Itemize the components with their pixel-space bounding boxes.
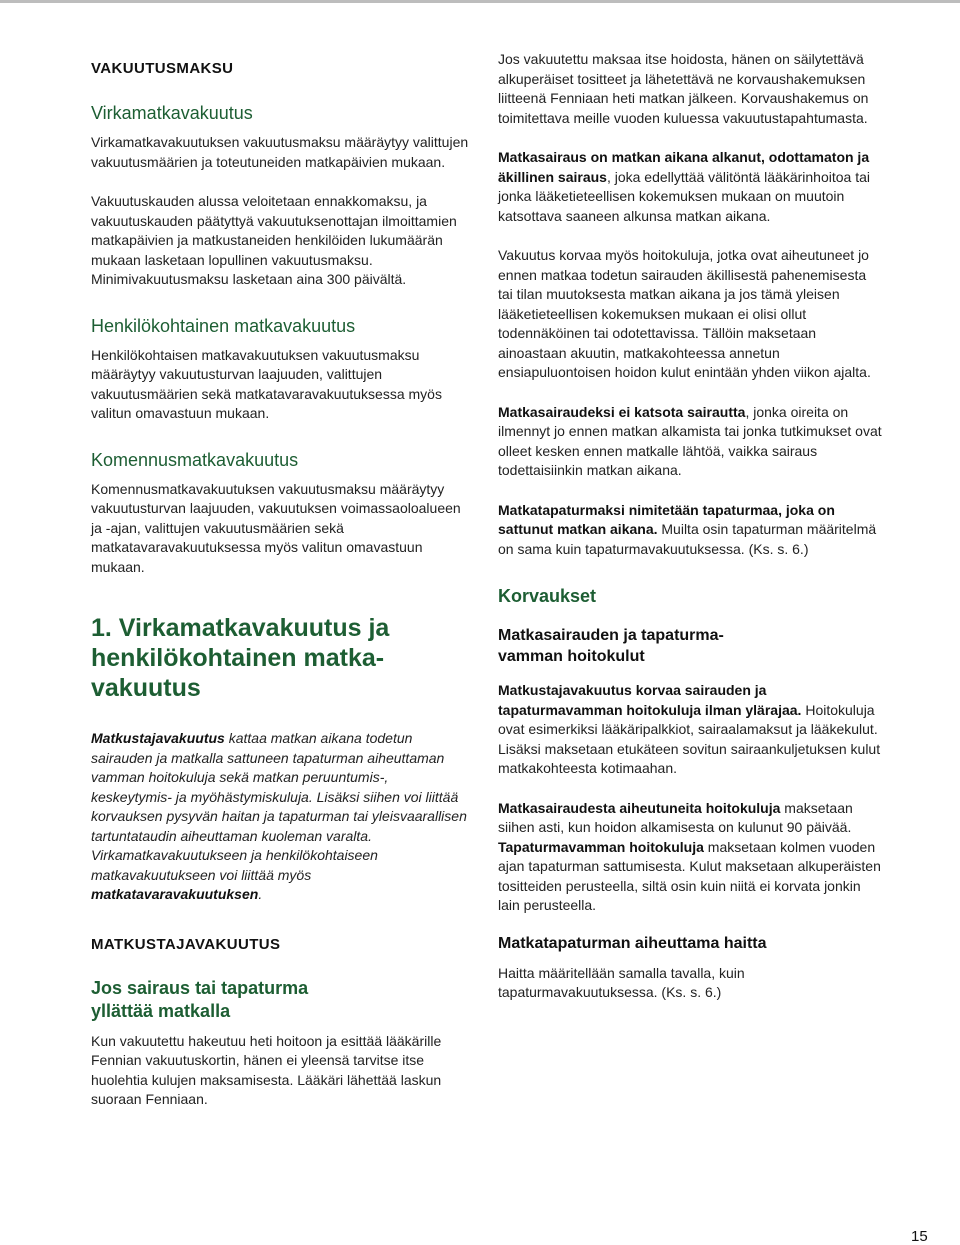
section-label-matkustajavakuutus: MATKUSTAJAVAKUUTUS [91, 935, 281, 953]
page-number: 15 [911, 1228, 928, 1245]
paragraph-ei-matkasairaus: Matkasairaudeksi ei katsota sairautta, jonka oireita on ilmennyt jo ennen matkan alkamista tai jonka tutkimukset ovat olleet kesken ennen matkalle lähtöä, vaikka sairaus todettaisiinkin matkan aikana. [498, 403, 882, 478]
right-column [498, 50, 883, 1003]
chapter-heading-line-2: henkilökohtainen matka- [91, 644, 385, 672]
top-rule [0, 0, 960, 3]
paragraph-maksaa-itse: Jos vakuutettu maksaa itse hoidosta, hänen on säilytettävä alkuperäiset tositteet ja lähetettävä ne korvaushakemuksen liitteenä Fenniaan heti matkan jälkeen. Korvaushakemus on toimitettava meille vuoden kuluessa vakuutustapahtumasta. [498, 51, 869, 126]
paragraph-henkilokohtainen-maksu: Henkilökohtaisen matkavakuutuksen vakuutusmaksu määräytyy vakuutusturvan laajuuden, valittujen vakuutusmäärien sekä matkatavaravakuutuksessa myös valitun omavastuun mukaan. [91, 346, 442, 421]
heading-jos-sairaus [91, 977, 471, 1023]
heading-korvaukset: Korvaukset [498, 586, 597, 606]
term-ei-matkasairaus: Matkasairaudeksi ei katsota sairautta [498, 403, 746, 420]
chapter-heading-line-3: vakuutus [91, 674, 201, 702]
paragraph-hoitokulut-paheneminen: Vakuutus korvaa myös hoitokuluja, jotka ovat aiheutuneet jo ennen matkaa todetun sairauden äkillisestä pahenemisesta tai tilan muutoksesta matkan aikana ja jos tämä yleisen lääketieteellisen kokemuksen mukaan ei olisi ollut todennäköinen tai odotettavissa. Tällöin maksetaan ainoastaan akuutin, matkakohteessa annetun ensiapuluontoisen hoidon kulut enintään yhden viikon ajalta. [498, 247, 871, 380]
left-column [91, 50, 471, 1110]
paragraph-komennus-maksu: Komennusmatkavakuutuksen vakuutusmaksu määräytyy vakuutusturvan laajuuden, vakuutuksen voimassaoloalueen ja -ajan, valittujen vakuutusmäärien sekä matkatavaravakuutuksessa myös valitun omavastuun mukaan. [91, 480, 461, 575]
section-label-vakuutusmaksu: VAKUUTUSMAKSU [91, 60, 234, 77]
heading-virkamatkavakuutus: Virkamatkavakuutus [91, 103, 253, 123]
paragraph-ennakkomaksu: Vakuutuskauden alussa veloitetaan ennakkomaksu, ja vakuutuskauden päätyttyä vakuutuksenottajan ilmoittamien matkapäivien ja matkustaneiden henkilöiden lukumäärän mukaan lasketaan lopullinen vakuutusmaksu. Minimivakuutusmaksu lasketaan aina 300 päivältä. [91, 193, 457, 287]
subheading-hoitokulut-line-2: vamman hoitokulut [498, 648, 645, 665]
term-matkatapaturma: Matkatapaturmaksi nimitetään tapaturmaa, joka on sattunut matkan aikana. [498, 501, 835, 537]
paragraph-korvaa-hoitokuluja: Matkustajavakuutus korvaa sairauden ja tapaturmavamman hoitokuluja ilman ylärajaa. Hoitokuluja ovat esimerkiksi lääkäripalkkiot, sairaalamaksut ja lääkekulut. Lisäksi maksetaan etukäteen sovitun sairaankuljetuksen kulut matkakohteesta kotimaahan. [498, 682, 881, 776]
paragraph-matkustajavakuutus-intro: Matkustajavakuutus kattaa matkan aikana todetun sairauden ja matkalla sattuneen tapaturman aiheuttaman vamman hoitokuluja sekä matkan peruuntumis-, keskeytymis- ja myöhästymiskuluja. Lisäksi siihen voi liittää korvauksen pysyvän haitan ja tapaturman tai yleisvaarallisen tartuntataudin aiheuttaman kuoleman varalta. Virkamatkavakuutukseen ja henkilökohtaiseen matkavakuutukseen voi liittää myös matkatavaravakuutuksen. [91, 730, 467, 902]
subheading-hoitokulut [498, 625, 883, 667]
term-ilman-ylarajaa: Matkustajavakuutus korvaa sairauden ja tapaturmavamman hoitokuluja ilman ylärajaa. [498, 682, 802, 718]
chapter-heading-line-1: 1. Virkamatkavakuutus ja [91, 614, 390, 642]
chapter-heading [91, 613, 471, 703]
heading-komennusmatkavakuutus: Komennusmatkavakuutus [91, 449, 299, 470]
term-tapaturmavamman-hoitokulut: Tapaturmavamman hoitokuluja [498, 838, 704, 855]
paragraph-matkatapaturma: Matkatapaturmaksi nimitetään tapaturmaa, joka on sattunut matkan aikana. Muilta osin tapaturman määritelmä on sama kuin tapaturmavakuutuksessa. (Ks. s. 6.) [498, 501, 877, 557]
subheading-haitta: Matkatapaturman aiheuttama haitta [498, 934, 767, 952]
term-matkustajavakuutus: Matkustajavakuutus [91, 730, 225, 746]
paragraph-haitta: Haitta määritellään samalla tavalla, kuin tapaturmavakuutuksessa. (Ks. s. 6.) [498, 964, 745, 1000]
heading-jos-sairaus-line-1: Jos sairaus tai tapaturma [91, 977, 309, 998]
paragraph-hakeutuu-hoitoon: Kun vakuutettu hakeutuu heti hoitoon ja esittää lääkärille Fennian vakuutuskortin, hänen ei yleensä tarvitse itse huolehtia kulujen maksamisesta. Lääkäri lähettää laskun suoraan Fenniaan. [91, 1032, 442, 1107]
heading-jos-sairaus-line-2: yllättää matkalla [91, 1000, 231, 1021]
term-matkasairauden-hoitokulut: Matkasairaudesta aiheutuneita hoitokuluja [498, 799, 781, 816]
term-matkatavaravakuutus: matkatavaravakuutuksen [91, 886, 259, 902]
subheading-hoitokulut-line-1: Matkasairauden ja tapaturma- [498, 627, 724, 644]
heading-henkilokohtainen: Henkilökohtainen matkavakuutus [91, 315, 356, 336]
paragraph-hoitokulujen-aika: Matkasairaudesta aiheutuneita hoitokuluja maksetaan siihen asti, kun hoidon alkamisesta on kulunut 90 päivää. Tapaturmavamman hoitokuluja maksetaan kolmen vuoden ajan tapaturman sattumisesta. Kulut maksetaan alkuperäisten tositteiden perusteella, siltä osin kuin niitä ei korvata jonkin lain perusteella. [498, 799, 881, 913]
paragraph-matkasairaus-maaritelma: Matkasairaus on matkan aikana alkanut, odottamaton ja äkillinen sairaus, joka edellyttää välitöntä lääkärinhoitoa tai jonka lääketieteellisen kokemuksen mukaan on muutoin katsottava saaneen alkunsa matkan aikana. [498, 149, 871, 224]
paragraph-virka-maksu: Virkamatkavakuutuksen vakuutusmaksu määräytyy valittujen vakuutusmäärien ja toteutuneiden matkapäivien mukaan. [91, 134, 469, 170]
term-matkasairaus: Matkasairaus on matkan aikana alkanut, odottamaton ja äkillinen sairaus [498, 149, 870, 185]
